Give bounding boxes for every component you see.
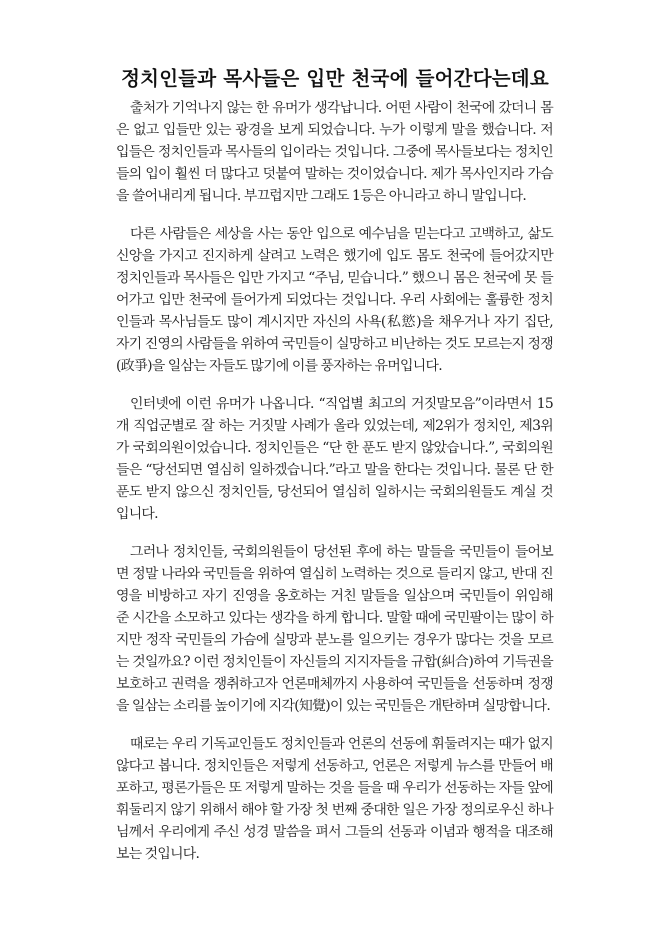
document-title: 정치인들과 목사들은 입만 천국에 들어간다는데요: [121, 67, 549, 90]
paragraph-2: 다른 사람들은 세상을 사는 동안 입으로 예수님을 믿는다고 고백하고, 삶도 신앙을 가지고 진지하게 살려고 노력은 했기에 입도 몸도 천국에 들어갔지만 정치인들과 목사들은 입만 가지고 “주님, 믿습니다.” 했으니 몸은 천국에 못 들어가고 입만 천국에 들어가게 되었다는 것입니다. 우리 사회에는 훌륭한 정치인들과 목사님들도 많이 계시지만 자신의 사욕(私慾)을 채우거나 자기 집단, 자기 진영의 사람들을 위하여 국민들이 실망하고 비난하는 것도 모르는지 정쟁(政爭)을 일삼는 자들도 많기에 이를 풍자하는 유머입니다.: [116, 226, 553, 374]
document-body: [116, 97, 553, 881]
paragraph-4: 그러나 정치인들, 국회의원들이 당선된 후에 하는 말들을 국민들이 들어보면 정말 나라와 국민들을 위하여 열심히 노력하는 것으로 들리지 않고, 반대 진영을 비방하고 자기 진영을 옹호하는 거친 말들을 일삼으며 국민들이 위임해 준 시간을 소모하고 있다는 생각을 하게 합니다. 말할 때에 국민팔이는 많이 하지만 정작 국민들의 가슴에 실망과 분노를 일으키는 경우가 많다는 것을 모르는 것일까요? 이런 정치인들이 자신들의 지지자들을 규합(糾合)하여 기득권을 보호하고 권력을 쟁취하고자 언론매체까지 사용하여 국민들을 선동하며 정쟁을 일삼는 소리를 높이기에 지각(知覺)이 있는 국민들은 개탄하며 실망합니다.: [116, 544, 553, 714]
paragraph-5: 때로는 우리 기독교인들도 정치인들과 언론의 선동에 휘둘려지는 때가 없지 않다고 봅니다. 정치인들은 저렇게 선동하고, 언론은 저렇게 뉴스를 만들어 배포하고, 평론가들은 또 저렇게 말하는 것을 들을 때 우리가 선동하는 자들 앞에 휘둘리지 않기 위해서 해야 할 가장 첫 번째 중대한 일은 가장 정의로우신 하나님께서 우리에게 주신 성경 말씀을 펴서 그들의 선동과 이념과 행적을 대조해 보는 것입니다.: [116, 736, 553, 862]
paragraph-3: 인터넷에 이런 유머가 나옵니다. “직업별 최고의 거짓말모음”이라면서 15개 직업군별로 잘 하는 거짓말 사례가 올라 있었는데, 제2위가 정치인, 제3위가 국회의원이었습니다. 정치인들은 “단 한 푼도 받지 않았습니다.”, 국회의원들은 “당선되면 열심히 일하겠습니다.”라고 말을 한다는 것입니다. 물론 단 한 푼도 받지 않으신 정치인들, 당선되어 열심히 일하시는 국회의원들도 계실 것입니다.: [116, 396, 553, 522]
paragraph-1: 출처가 기억나지 않는 한 유머가 생각납니다. 어떤 사람이 천국에 갔더니 몸은 없고 입들만 있는 광경을 보게 되었습니다. 누가 이렇게 말을 했습니다. 저 입들은 정치인들과 목사들의 입이라는 것입니다. 그중에 목사들보다는 정치인들의 입이 훨씬 더 많다고 덧붙여 말하는 것이었습니다. 제가 목사인지라 가슴을 쓸어내리게 됩니다. 부끄럽지만 그래도 1등은 아니라고 하니 말입니다.: [116, 100, 553, 204]
